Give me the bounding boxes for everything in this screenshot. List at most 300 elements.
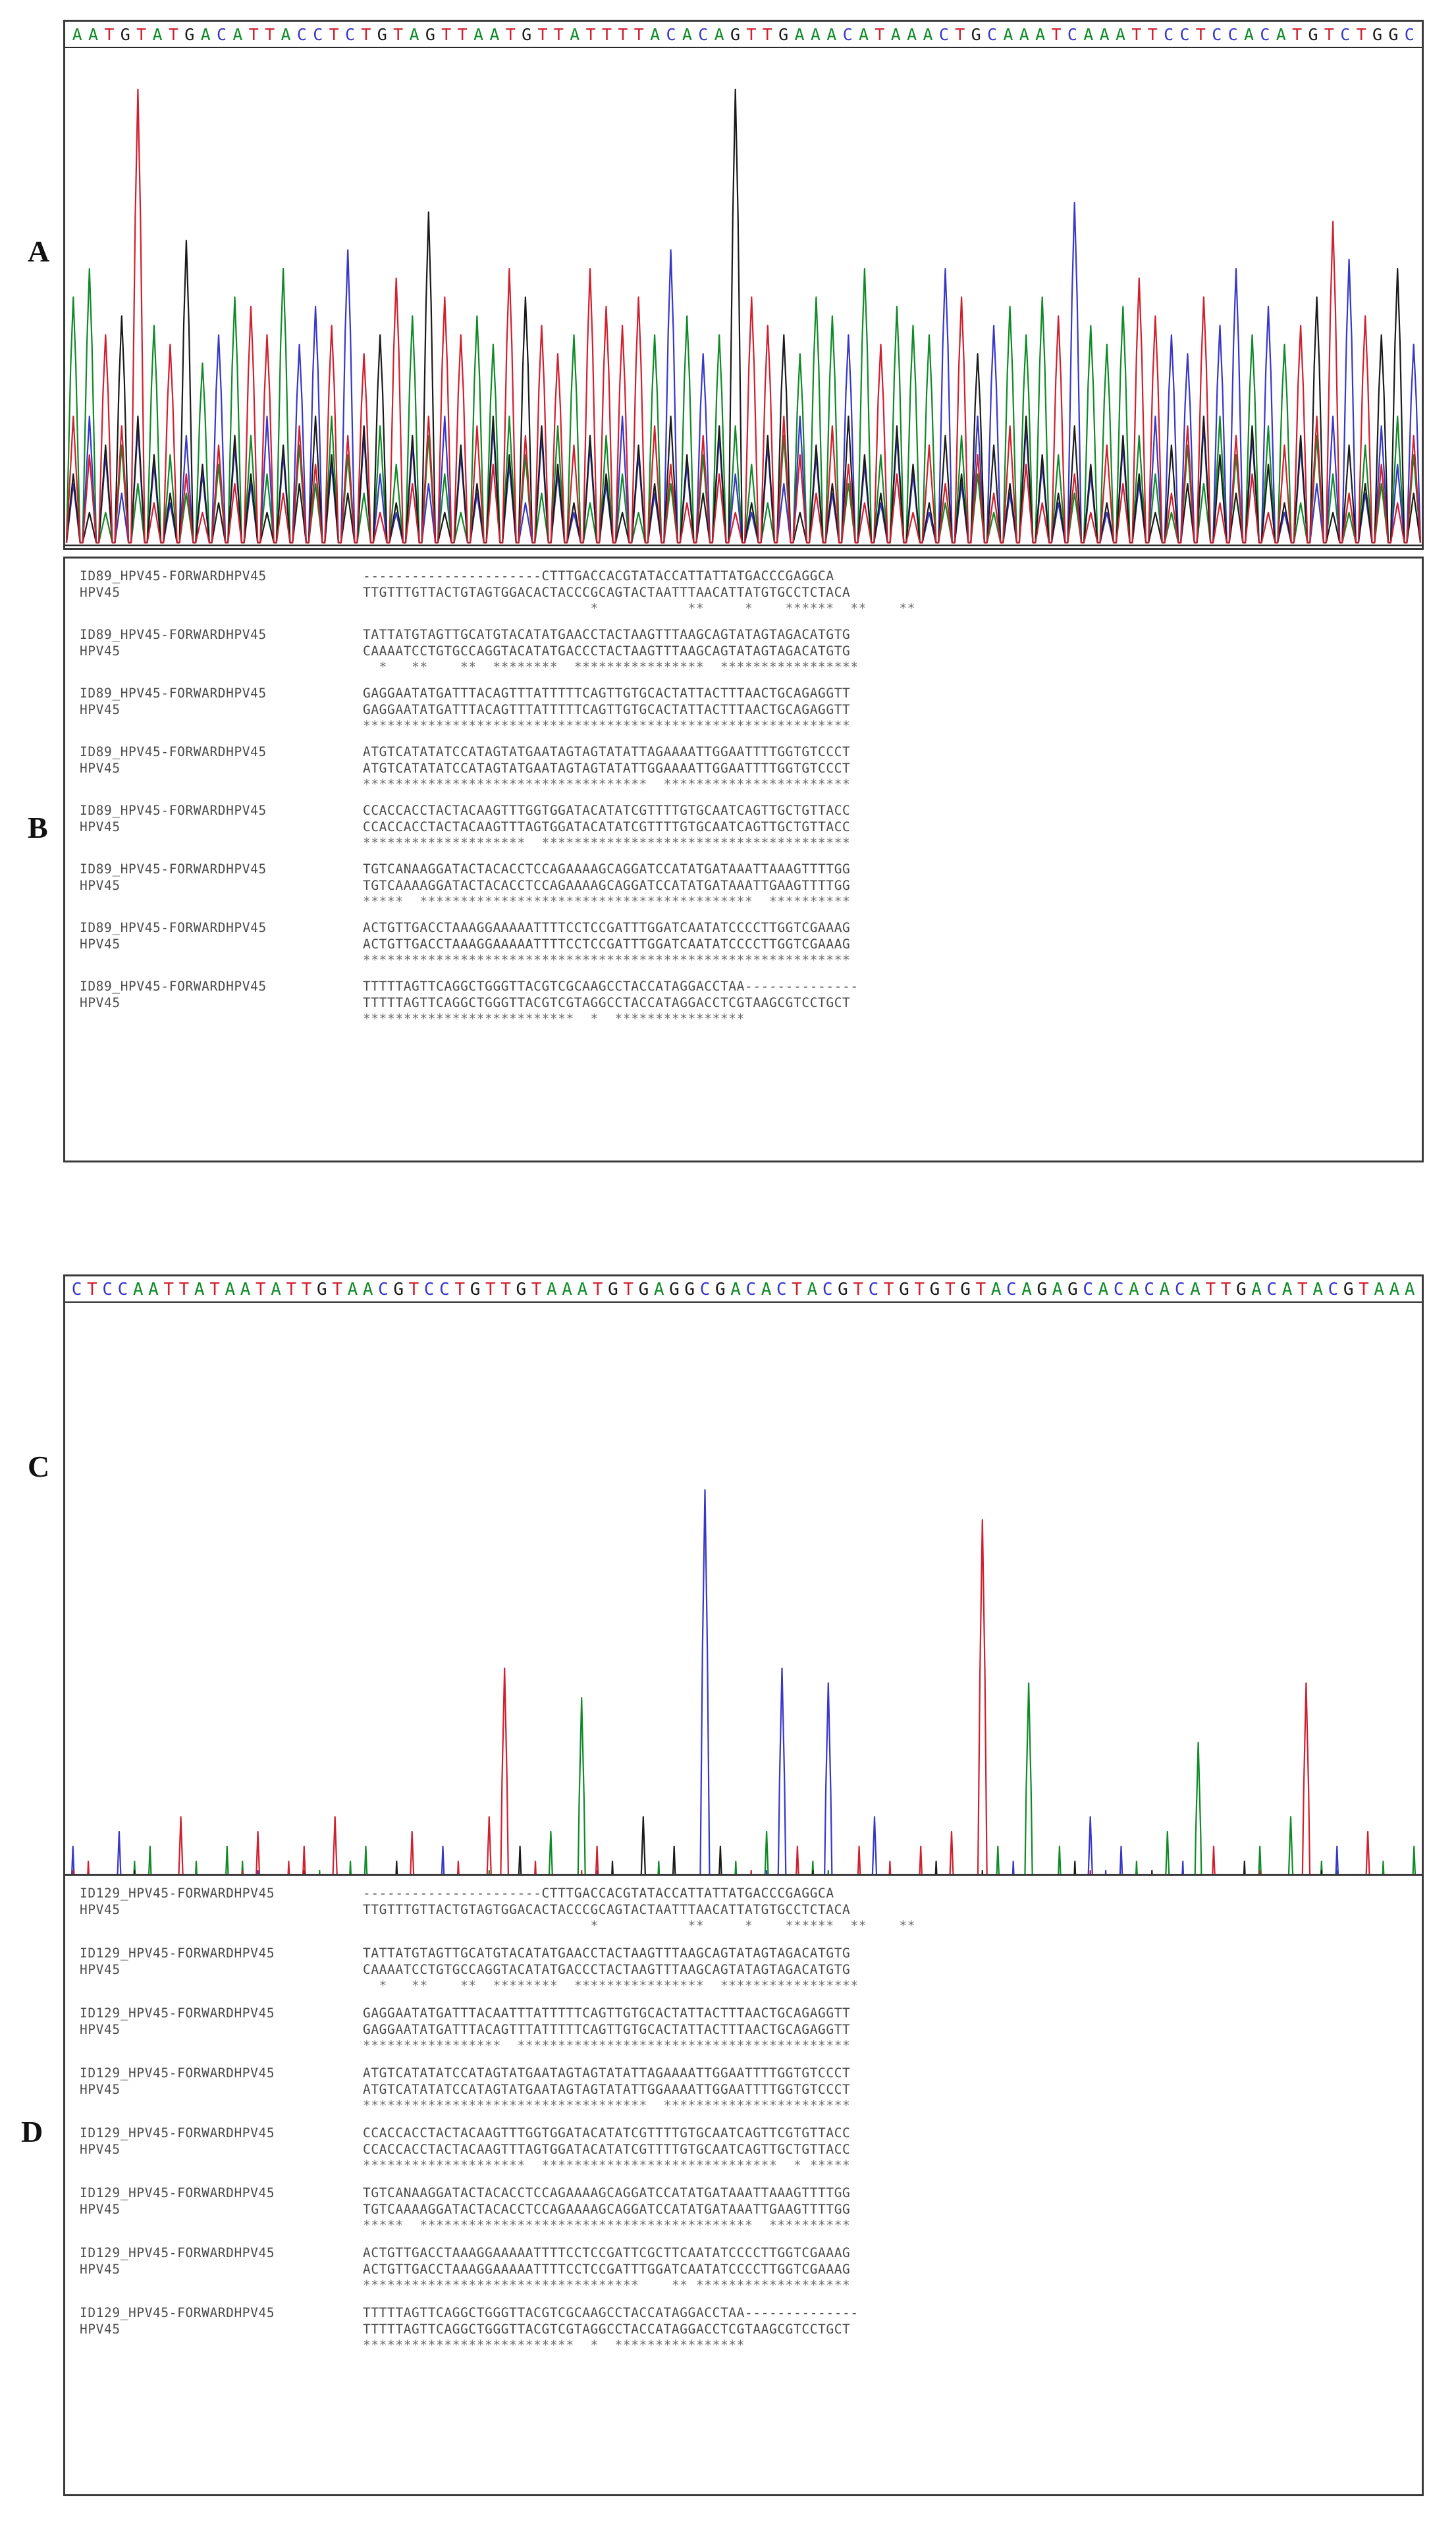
basecall-letter: T	[485, 1280, 496, 1299]
alignment-reference-label: HPV45	[80, 2142, 291, 2157]
basecall-letter: A	[1276, 25, 1286, 44]
basecall-letter: A	[653, 1280, 664, 1299]
alignment-query-line	[80, 2245, 1422, 2261]
alignment-reference-line	[80, 2081, 1422, 2098]
basecall-letter: G	[608, 1280, 618, 1299]
basecall-letter: T	[792, 1280, 802, 1299]
alignment-reference-sequence: CCACCACCTACTACAAGTTTAGTGGATACATATCGTTTTGTGCAATCAGTTGCTGTTACC	[363, 819, 851, 834]
basecall-letter: G	[425, 25, 435, 44]
alignment-reference-label: HPV45	[80, 2262, 291, 2277]
basecall-letter: A	[990, 1280, 1002, 1299]
basecall-letter: A	[1251, 1280, 1262, 1299]
basecall-letter: G	[684, 1280, 695, 1299]
alignment-reference-line	[80, 643, 1422, 659]
basecall-letter: A	[1404, 1280, 1415, 1299]
alignment-query-label: ID89_HPV45-FORWARDHPV45	[80, 568, 291, 584]
alignment-conservation-marks: *********************************** ***********************	[363, 777, 851, 792]
basecall-letter: C	[439, 1280, 450, 1299]
basecall-letter: A	[281, 25, 291, 44]
alignment-reference-sequence: TTTTTAGTTCAGGCTGGGTTACGTCGTAGGCCTACCATAGGACCTCGTAAGCGTCCTGCT	[363, 2322, 851, 2337]
basecall-letter: A	[232, 25, 243, 44]
alignment-reference-line	[80, 1961, 1422, 1978]
basecall-letter: T	[746, 25, 757, 44]
panel-letter-b: B	[28, 811, 49, 844]
alignment-conservation-line	[80, 2158, 1422, 2173]
alignment-query-line	[80, 1945, 1422, 1961]
alignment-reference-line	[80, 1901, 1422, 1918]
basecall-letter: T	[329, 25, 339, 44]
alignment-conservation-line	[80, 2098, 1422, 2113]
alignment-query-line	[80, 861, 1422, 877]
basecall-letter: T	[1205, 1280, 1216, 1299]
basecall-letter: T	[136, 25, 147, 44]
basecall-letter: T	[634, 25, 644, 44]
alignment-reference-sequence: TGTCAAAAGGATACTACACCTCCAGAAAAGCAGGATCCATATGATAAATTGAAGTTTTGG	[363, 878, 851, 893]
alignment-reference-line	[80, 877, 1422, 894]
alignment-conservation-line	[80, 718, 1422, 733]
alignment-reference-line	[80, 995, 1422, 1011]
panel-letter-a: A	[28, 234, 50, 268]
basecall-letter: A	[1052, 1280, 1063, 1299]
basecall-letter: A	[547, 1280, 557, 1299]
alignment-query-line	[80, 919, 1422, 936]
alignment-reference-label: HPV45	[80, 995, 291, 1010]
basecall-letter: T	[255, 1280, 266, 1299]
alignment-conservation-line	[80, 952, 1422, 968]
basecall-letter: T	[209, 1280, 220, 1299]
basecall-letter: C	[71, 1280, 82, 1299]
alignment-query-line	[80, 626, 1422, 643]
basecall-letter: G	[1067, 1280, 1078, 1299]
basecall-letter: C	[1266, 1280, 1278, 1299]
basecall-letter: G	[971, 25, 981, 44]
alignment-block	[65, 685, 1422, 733]
alignment-query-label: ID129_HPV45-FORWARDHPV45	[80, 2006, 291, 2021]
basecall-letter: T	[301, 1280, 312, 1299]
alignment-query-line	[80, 2065, 1422, 2081]
alignment-block	[65, 2185, 1422, 2233]
alignment-block	[65, 861, 1422, 909]
alignment-reference-sequence: CAAAATCCTGTGCCAGGTACATATGACCCTACTAAGTTTAAGCAGTATAGTAGACATGTG	[363, 643, 851, 659]
basecall-letter: A	[570, 25, 580, 44]
alignment-query-sequence: ----------------------CTTTGACCACGTATACCATTATTATGACCCGAGGCA	[363, 568, 834, 584]
basecall-letter: T	[1147, 25, 1158, 44]
basecall-letter: A	[1019, 25, 1029, 44]
basecall-letter: A	[562, 1280, 572, 1299]
basecall-letter: T	[441, 25, 452, 44]
basecall-letter: A	[859, 25, 869, 44]
alignment-conservation-line	[80, 2038, 1422, 2053]
alignment-reference-sequence: GAGGAATATGATTTACAGTTTATTTTTCAGTTGTGCACTATTACTTTAACTGCAGAGGTT	[363, 2022, 851, 2037]
alignment-query-sequence: ATGTCATATATCCATAGTATGAATAGTAGTATATTAGAAAATTGGAATTTTGGTGTCCCT	[363, 2065, 851, 2081]
alignment-conservation-marks: * ** ** ******** **************** *****************	[363, 1978, 859, 1993]
basecall-letter: A	[1159, 1280, 1170, 1299]
basecall-letter: T	[265, 25, 275, 44]
basecall-letter: G	[929, 1280, 940, 1299]
basecall-letter: G	[899, 1280, 909, 1299]
alignment-query-sequence: ----------------------CTTTGACCACGTATACCATTATTATGACCCGAGGCA	[363, 1886, 834, 1901]
basecall-letter: C	[938, 25, 949, 44]
basecall-letter: C	[745, 1280, 757, 1299]
alignment-conservation-line	[80, 777, 1422, 792]
basecall-letter: G	[838, 1280, 848, 1299]
basecall-letter: G	[1308, 25, 1318, 44]
alignment-query-label: ID129_HPV45-FORWARDHPV45	[80, 1886, 291, 1901]
alignment-reference-line	[80, 760, 1422, 777]
basecall-letter: T	[178, 1280, 190, 1299]
basecall-letter: T	[592, 1280, 603, 1299]
alignment-panel-d	[63, 1874, 1424, 2496]
basecall-letter: G	[317, 1280, 327, 1299]
alignment-reference-line	[80, 584, 1422, 601]
alignment-query-label: ID89_HPV45-FORWARDHPV45	[80, 979, 291, 994]
basecall-letter: T	[1220, 1280, 1231, 1299]
basecall-letter: G	[516, 1280, 527, 1299]
basecall-letter: T	[1356, 25, 1366, 44]
alignment-conservation-marks: ***************** *****************************************	[363, 2038, 851, 2053]
alignment-query-line	[80, 978, 1422, 995]
basecall-letter: C	[102, 1280, 113, 1299]
alignment-query-sequence: TATTATGTAGTTGCATGTACATATGAACCTACTAAGTTTAAGCAGTATAGTAGACATGTG	[363, 1946, 851, 1961]
basecall-letter: A	[826, 25, 837, 44]
alignment-query-line	[80, 802, 1422, 819]
basecall-letter: C	[868, 1280, 879, 1299]
basecall-letter: T	[163, 1280, 175, 1299]
alignment-reference-label: HPV45	[80, 2202, 291, 2217]
alignment-conservation-line	[80, 2278, 1422, 2293]
alignment-reference-sequence: TTGTTTGTTACTGTAGTGGACACTACCCGCAGTACTAATTTAACATTATGTGCCTCTACA	[363, 1902, 851, 1917]
basecall-letter: A	[72, 25, 82, 44]
basecall-letter: T	[537, 25, 548, 44]
basecall-letter: G	[960, 1280, 971, 1299]
basecall-letter: A	[200, 25, 211, 44]
alignment-reference-sequence: CCACCACCTACTACAAGTTTAGTGGATACATATCGTTTTGTGCAATCAGTTGCTGTTACC	[363, 2142, 851, 2157]
basecall-letter: A	[362, 1280, 373, 1299]
alignment-query-sequence: TATTATGTAGTTGCATGTACATATGAACCTACTAAGTTTAAGCAGTATAGTAGACATGTG	[363, 627, 851, 642]
alignment-reference-label: HPV45	[80, 1902, 291, 1917]
alignment-reference-label: HPV45	[80, 2082, 291, 2097]
alignment-query-sequence: ACTGTTGACCTAAAGGAAAAATTTTCCTCCGATTCGCTTCAATATCCCCTTGGTCGAAAG	[363, 2245, 851, 2260]
basecall-letter: G	[1235, 1280, 1247, 1299]
basecall-letter: T	[762, 25, 772, 44]
alignment-reference-line	[80, 2321, 1422, 2337]
alignment-reference-line	[80, 2141, 1422, 2158]
alignment-block	[65, 2065, 1422, 2113]
alignment-query-line	[80, 568, 1422, 584]
alignment-query-sequence: ATGTCATATATCCATAGTATGAATAGTAGTATATTAGAAAATTGGAATTTTGGTGTCCCT	[363, 744, 851, 759]
basecall-letter: G	[184, 25, 195, 44]
alignment-reference-line	[80, 2021, 1422, 2038]
basecall-letter: A	[1190, 1280, 1200, 1299]
alignment-reference-sequence: CAAAATCCTGTGCCAGGTACATATGACCCTACTAAGTTTAAGCAGTATAGTAGACATGTG	[363, 1962, 851, 1977]
alignment-query-label: ID129_HPV45-FORWARDHPV45	[80, 2185, 291, 2200]
alignment-conservation-marks: * ** * ****** ** **	[363, 601, 916, 616]
basecall-letter: T	[1297, 1280, 1308, 1299]
basecall-letter: C	[666, 25, 676, 44]
alignment-reference-sequence: GAGGAATATGATTTACAGTTTATTTTTCAGTTGTGCACTATTACTTTAACTGCAGAGGTT	[363, 702, 851, 717]
basecall-letter: T	[457, 25, 468, 44]
alignment-query-sequence: GAGGAATATGATTTACAGTTTATTTTTCAGTTGTGCACTATTACTTTAACTGCAGAGGTT	[363, 686, 851, 701]
alignment-query-label: ID89_HPV45-FORWARDHPV45	[80, 861, 291, 877]
alignment-query-line	[80, 2185, 1422, 2201]
alignment-conservation-line	[80, 601, 1422, 616]
alignment-reference-label: HPV45	[80, 937, 291, 952]
basecall-letter: C	[699, 1280, 711, 1299]
basecall-letter: C	[1174, 1280, 1185, 1299]
alignment-query-label: ID129_HPV45-FORWARDHPV45	[80, 2125, 291, 2141]
basecall-letter: C	[1260, 25, 1270, 44]
basecall-letter: T	[1131, 25, 1142, 44]
basecall-letter: A	[88, 25, 99, 44]
basecall-letter: T	[623, 1280, 634, 1299]
basecall-letter: G	[638, 1280, 649, 1299]
basecall-letter: T	[286, 1280, 297, 1299]
basecall-letter: A	[907, 25, 917, 44]
basecall-letter: A	[714, 25, 724, 44]
basecall-letter: G	[730, 25, 741, 44]
alignment-conservation-marks: ******************** ***************************** * *****	[363, 2158, 851, 2173]
basecall-letter: T	[87, 1280, 97, 1299]
basecall-letter: A	[347, 1280, 358, 1299]
basecall-letter: G	[120, 25, 130, 44]
alignment-query-line	[80, 685, 1422, 701]
basecall-letter: A	[794, 25, 805, 44]
panel-letter-c: C	[28, 1450, 50, 1483]
alignment-query-label: ID89_HPV45-FORWARDHPV45	[80, 803, 291, 818]
alignment-conservation-marks: * ** ** ******** **************** *****************	[363, 659, 859, 674]
alignment-query-line	[80, 2305, 1422, 2321]
alignment-conservation-marks: ************************** * ****************	[363, 1011, 745, 1026]
basecall-letter: A	[1281, 1280, 1293, 1299]
basecall-letter: C	[423, 1280, 435, 1299]
basecall-letter: A	[650, 25, 661, 44]
basecall-letter: C	[296, 25, 307, 44]
basecall-letter: C	[217, 25, 227, 44]
basecall-letter: T	[505, 25, 516, 44]
alignment-reference-label: HPV45	[80, 2322, 291, 2337]
basecall-letter: A	[489, 25, 500, 44]
alignment-query-line	[80, 2005, 1422, 2021]
basecall-letter: C	[1113, 1280, 1124, 1299]
basecall-letter: T	[618, 25, 628, 44]
basecall-letter: T	[361, 25, 371, 44]
alignment-query-sequence: TTTTTAGTTCAGGCTGGGTTACGTCGCAAGCCTACCATAGGACCTAA--------------	[363, 2305, 859, 2320]
alignment-conservation-marks: *********************************** ***********************	[363, 2098, 851, 2113]
alignment-reference-label: HPV45	[80, 819, 291, 834]
alignment-query-label: ID129_HPV45-FORWARDHPV45	[80, 2065, 291, 2081]
basecall-letter: T	[248, 25, 259, 44]
alignment-conservation-line	[80, 835, 1422, 850]
basecall-letter: T	[944, 1280, 956, 1299]
basecall-letter: C	[1164, 25, 1174, 44]
alignment-query-label: ID89_HPV45-FORWARDHPV45	[80, 744, 291, 759]
alignment-reference-sequence: TGTCAAAAGGATACTACACCTCCAGAAAAGCAGGATCCATATGATAAATTGAAGTTTTGG	[363, 2202, 851, 2217]
basecall-letter: T	[553, 25, 564, 44]
basecall-letter: A	[1389, 1280, 1400, 1299]
basecall-letter: C	[1227, 25, 1238, 44]
basecall-letter: C	[1144, 1280, 1155, 1299]
basecall-letter: G	[778, 25, 789, 44]
panel-letter-d: D	[21, 2115, 43, 2148]
alignment-query-label: ID89_HPV45-FORWARDHPV45	[80, 686, 291, 701]
alignment-conservation-marks: ******************** **************************************	[363, 835, 851, 850]
basecall-letter: A	[1374, 1280, 1385, 1299]
alignment-query-line	[80, 744, 1422, 760]
basecall-letter: T	[1292, 25, 1303, 44]
basecall-letter: A	[1035, 25, 1046, 44]
alignment-reference-label: HPV45	[80, 878, 291, 893]
basecall-letter: A	[271, 1280, 281, 1299]
basecall-letter: G	[1037, 1280, 1048, 1299]
alignment-reference-sequence: ATGTCATATATCCATAGTATGAATAGTAGTATATTGGAAAATTGGAATTTTGGTGTCCCT	[363, 761, 851, 776]
alignment-reference-label: HPV45	[80, 2022, 291, 2037]
basecall-letter: G	[669, 1280, 680, 1299]
basecall-letter: A	[1312, 1280, 1323, 1299]
basecall-letter: A	[194, 1280, 205, 1299]
basecall-letter: A	[1021, 1280, 1032, 1299]
basecall-letter: T	[975, 1280, 986, 1299]
alignment-block	[65, 1885, 1422, 1933]
alignment-conservation-marks: ************************** * ****************	[363, 2337, 745, 2353]
basecall-letter: G	[393, 1280, 404, 1299]
alignment-reference-line	[80, 936, 1422, 952]
alignment-conservation-line	[80, 1978, 1422, 1993]
basecall-letter: A	[890, 25, 901, 44]
alignment-conservation-marks: ***** ***************************************** **********	[363, 894, 851, 909]
basecall-letter: T	[883, 1280, 894, 1299]
alignment-query-sequence: TTTTTAGTTCAGGCTGGGTTACGTCGCAAGCCTACCATAGGACCTAA--------------	[363, 979, 859, 994]
basecall-letter: C	[698, 25, 709, 44]
alignment-query-label: ID89_HPV45-FORWARDHPV45	[80, 627, 291, 642]
basecall-letter: A	[682, 25, 692, 44]
basecall-letter: A	[240, 1280, 251, 1299]
basecall-letter: C	[842, 25, 853, 44]
basecall-letter: A	[810, 25, 821, 44]
basecall-letter: T	[1324, 25, 1334, 44]
basecall-letter: A	[1098, 1280, 1109, 1299]
alignment-conservation-line	[80, 659, 1422, 674]
basecall-letter: T	[914, 1280, 925, 1299]
basecall-row-a	[65, 22, 1422, 48]
basecall-letter: A	[409, 25, 419, 44]
alignment-query-label: ID129_HPV45-FORWARDHPV45	[80, 1946, 291, 1961]
basecall-letter: T	[1359, 1280, 1369, 1299]
alignment-reference-line	[80, 701, 1422, 718]
basecall-letter: C	[1006, 1280, 1017, 1299]
basecall-letter: T	[332, 1280, 342, 1299]
alignment-block	[65, 2125, 1422, 2173]
basecall-letter: A	[1003, 25, 1013, 44]
basecall-letter: T	[875, 25, 885, 44]
basecall-letter: T	[104, 25, 115, 44]
alignment-block	[65, 2245, 1422, 2293]
alignment-reference-label: HPV45	[80, 643, 291, 659]
alignment-reference-line	[80, 2261, 1422, 2278]
basecall-letter: G	[470, 1280, 481, 1299]
basecall-row-c	[65, 1276, 1422, 1303]
alignment-block	[65, 568, 1422, 616]
basecall-letter: G	[1372, 25, 1383, 44]
alignment-query-sequence: CCACCACCTACTACAAGTTTGGTGGATACATATCGTTTTGTGCAATCAGTTGCTGTTACC	[363, 803, 851, 818]
basecall-letter: A	[1116, 25, 1126, 44]
alignment-block	[65, 978, 1422, 1026]
alignment-reference-label: HPV45	[80, 585, 291, 600]
basecall-letter: C	[1404, 25, 1415, 44]
alignment-query-line	[80, 2125, 1422, 2141]
basecall-letter: C	[822, 1280, 833, 1299]
basecall-letter: T	[168, 25, 178, 44]
basecall-letter: T	[1051, 25, 1062, 44]
basecall-letter: G	[522, 25, 532, 44]
basecall-letter: T	[454, 1280, 466, 1299]
alignment-query-sequence: TGTCANAAGGATACTACACCTCCAGAAAAGCAGGATCCATATGATAAATTAAAGTTTTGG	[363, 2185, 851, 2200]
basecall-letter: A	[473, 25, 484, 44]
alignment-query-sequence: ACTGTTGACCTAAAGGAAAAATTTTCCTCCGATTTGGATCAATATCCCCTTGGTCGAAAG	[363, 920, 851, 935]
alignment-conservation-marks: ************************************************************	[363, 952, 851, 968]
alignment-conservation-marks: ************************************************************	[363, 718, 851, 733]
alignment-block	[65, 1945, 1422, 1993]
alignment-block	[65, 802, 1422, 850]
alignment-query-sequence: GAGGAATATGATTTACAATTTATTTTTCAGTTGTGCACTATTACTTTAACTGCAGAGGTT	[363, 2006, 851, 2021]
alignment-query-label: ID129_HPV45-FORWARDHPV45	[80, 2245, 291, 2260]
alignment-reference-sequence: ATGTCATATATCCATAGTATGAATAGTAGTATATTGGAAAATTGGAATTTTGGTGTCCCT	[363, 2082, 851, 2097]
basecall-letter: A	[148, 1280, 159, 1299]
alignment-conservation-line	[80, 1011, 1422, 1026]
alignment-query-sequence: TGTCANAAGGATACTACACCTCCAGAAAAGCAGGATCCATATGATAAATTAAAGTTTTGG	[363, 861, 851, 877]
basecall-letter: T	[602, 25, 612, 44]
alignment-block	[65, 2305, 1422, 2353]
alignment-block	[65, 744, 1422, 792]
basecall-letter: A	[923, 25, 933, 44]
alignment-reference-sequence: TTTTTAGTTCAGGCTGGGTTACGTCGTAGGCCTACCATAGGACCTCGTAAGCGTCCTGCT	[363, 995, 851, 1010]
basecall-letter: C	[1328, 1280, 1339, 1299]
alignment-conservation-marks: * ** * ****** ** **	[363, 1918, 916, 1933]
alignment-query-label: ID129_HPV45-FORWARDHPV45	[80, 2305, 291, 2320]
basecall-letter: G	[1343, 1280, 1354, 1299]
basecall-letter: A	[730, 1280, 741, 1299]
alignment-block	[65, 919, 1422, 968]
basecall-letter: G	[1388, 25, 1399, 44]
alignment-reference-sequence: TTGTTTGTTACTGTAGTGGACACTACCCGCAGTACTAATTTAACATTATGTGCCTCTACA	[363, 585, 851, 600]
alignment-block	[65, 626, 1422, 674]
basecall-letter: T	[585, 25, 596, 44]
basecall-letter: G	[715, 1280, 726, 1299]
basecall-letter: C	[1083, 1280, 1093, 1299]
basecall-letter: C	[378, 1280, 389, 1299]
basecall-letter: A	[225, 1280, 236, 1299]
basecall-letter: T	[955, 25, 965, 44]
alignment-reference-label: HPV45	[80, 761, 291, 776]
alignment-block	[65, 2005, 1422, 2053]
basecall-letter: T	[393, 25, 404, 44]
alignment-reference-line	[80, 2201, 1422, 2218]
basecall-letter: C	[987, 25, 998, 44]
alignment-query-label: ID89_HPV45-FORWARDHPV45	[80, 920, 291, 935]
basecall-letter: G	[377, 25, 387, 44]
alignment-conservation-marks: ********************************** ** *******************	[363, 2278, 851, 2293]
basecall-letter: A	[132, 1280, 144, 1299]
trace-area-a	[65, 49, 1422, 548]
basecall-letter: T	[1195, 25, 1206, 44]
alignment-conservation-line	[80, 1918, 1422, 1933]
basecall-letter: T	[531, 1280, 542, 1299]
basecall-letter: A	[1129, 1280, 1139, 1299]
basecall-letter: T	[500, 1280, 511, 1299]
basecall-letter: C	[1340, 25, 1351, 44]
basecall-letter: C	[1067, 25, 1077, 44]
alignment-reference-label: HPV45	[80, 1962, 291, 1977]
alignment-panel-b	[63, 557, 1424, 1162]
